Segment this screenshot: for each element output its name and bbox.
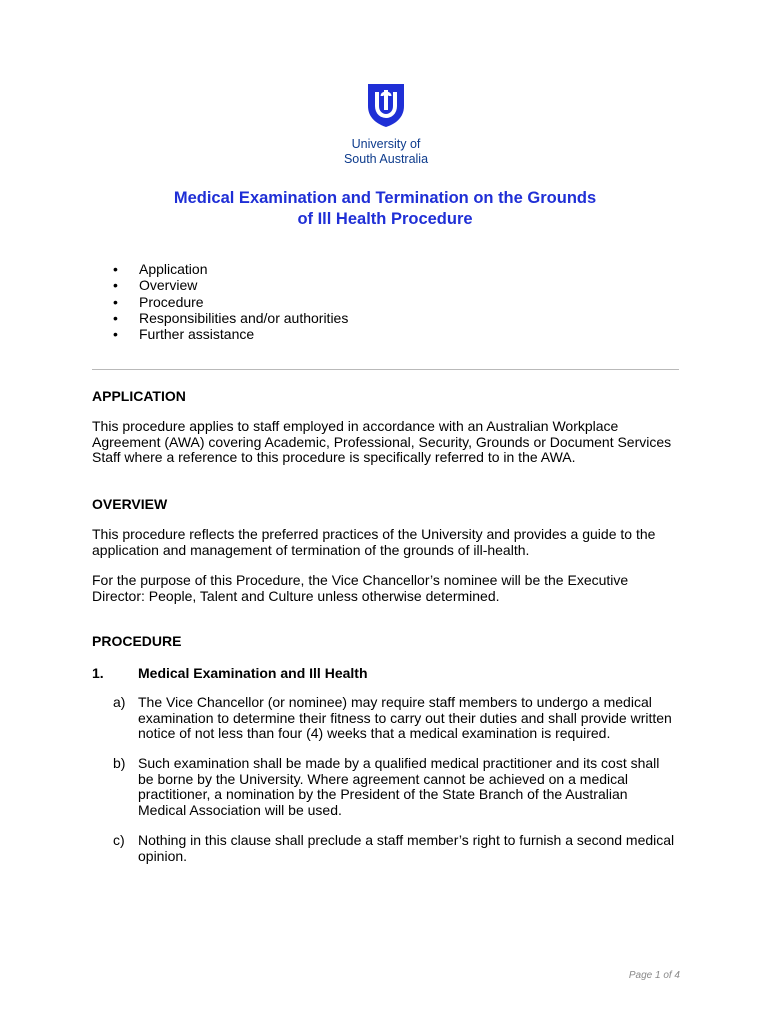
list-item [113,261,348,277]
bullet-icon: • [113,277,118,294]
bullet-icon: • [113,309,118,326]
item-a-text: The Vice Chancellor (or nominee) may require staff members to undergo a medical examination to determine their fitness to carry out their duties and shall provide written notice of not less than four (4) weeks that a medical examination is required. [138,694,672,742]
contents-item-application: Application [139,261,208,277]
list-item [113,277,348,293]
university-name [336,137,436,167]
bullet-icon: • [113,261,118,277]
contents-list [113,261,348,342]
procedure-heading: PROCEDURE [92,633,182,649]
contents-item-responsibilities: Responsibilities and/or authorities [139,309,349,326]
application-heading: APPLICATION [92,388,186,404]
university-name-line1: University of [351,137,421,151]
item-c-text: Nothing in this clause shall preclude a staff member’s right to furnish a second medical opinion. [138,832,675,864]
overview-paragraph-1: This procedure reflects the preferred practices of the University and provides a guide to the application and management of termination of the grounds of ill-health. [92,526,656,558]
page-number: Page 1 of 4 [628,970,680,981]
application-paragraph: This procedure applies to staff employed in accordance with an Australian Workplace Agreement (AWA) covering Academic, Professional, Security, Grounds or Document Services Staff where a reference to this procedure is specifically referred to in the AWA. [92,418,672,466]
section-title: Medical Examination and Ill Health [138,665,368,681]
section-divider [92,369,679,370]
bullet-icon: • [113,326,118,343]
university-logo [336,82,436,167]
title-line-1: Medical Examination and Termination on the Grounds [173,189,597,207]
item-b-text: Such examination shall be made by a qualified medical practitioner and its cost shall be borne by the University. Where agreement cannot be achieved on a medical practitioner, a nomination by the President of the State Branch of the Australian Medical Association will be used. [138,755,660,818]
list-item [113,294,348,310]
contents-item-further-assistance: Further assistance [139,326,255,343]
section-number: 1. [92,665,104,681]
bullet-icon: • [113,293,118,310]
university-name-line2: South Australia [343,152,429,166]
contents-item-overview: Overview [139,277,198,294]
unisa-shield-icon [365,82,407,128]
list-item [113,326,348,342]
item-a-label: a) [113,694,126,710]
overview-heading: OVERVIEW [92,496,168,512]
contents-item-procedure: Procedure [139,293,204,310]
list-item [113,310,348,326]
item-c-label: c) [113,832,125,848]
title-line-2: of Ill Health Procedure [297,210,473,228]
overview-paragraph-2: For the purpose of this Procedure, the Vice Chancellor’s nominee will be the Executive Director: People, Talent and Culture unless otherwise determined. [92,572,629,604]
document-title [0,188,770,230]
item-b-label: b) [113,755,126,771]
